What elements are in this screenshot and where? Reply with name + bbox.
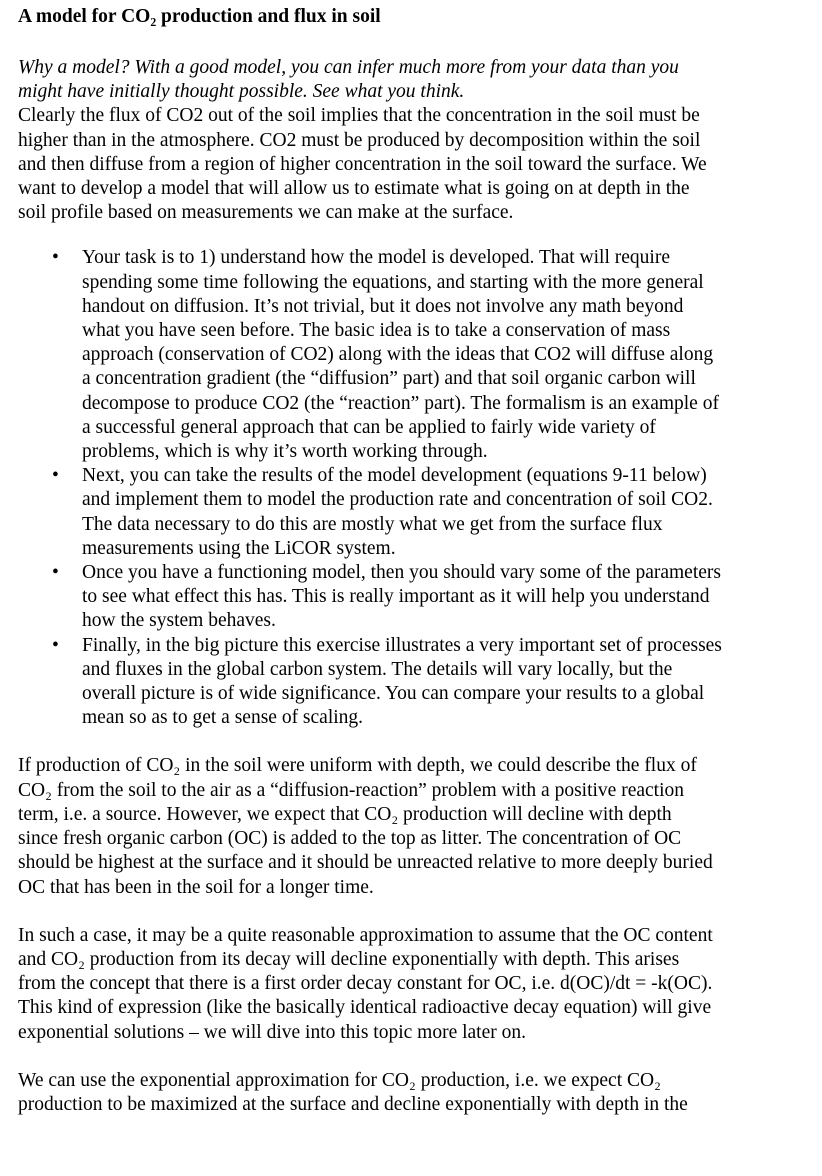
text-line: overall picture is of wide significance. You can compare your results to a global — [82, 683, 705, 705]
text-line: want to develop a model that will allow us to estimate what is going on at depth in the — [18, 178, 690, 200]
text-line: spending some time following the equations, and starting with the more general — [82, 271, 704, 293]
text-line: measurements using the LiCOR system. — [82, 537, 396, 559]
paragraph-exponential-approximation — [18, 1069, 804, 1117]
text-line: from the concept that there is a first order decay constant for OC, i.e. d(OC)/dt = -k(OC). — [18, 973, 713, 995]
text-line: handout on diffusion. It’s not trivial, but it does not involve any math beyond — [82, 295, 684, 317]
text-line: approach (conservation of CO2) along with the ideas that CO2 will diffuse along — [82, 344, 714, 366]
text-line: If production of CO₂ in the soil were uniform with depth, we could describe the flux of — [18, 755, 697, 777]
document-title: A model for CO₂ production and flux in soil — [18, 6, 381, 27]
intro-paragraph — [18, 104, 804, 225]
text-line: mean so as to get a sense of scaling. — [82, 707, 364, 729]
text-line: OC that has been in the soil for a longer time. — [18, 876, 374, 898]
text-line: a concentration gradient (the “diffusion” part) and that soil organic carbon will — [82, 368, 696, 390]
task-bullet-list — [18, 246, 804, 730]
paragraph-exponential-decline — [18, 924, 804, 1045]
text-line: and fluxes in the global carbon system. The details will vary locally, but the — [82, 658, 673, 680]
text-line: what you have seen before. The basic idea is to take a conservation of mass — [82, 320, 671, 342]
text-line: and implement them to model the production rate and concentration of soil CO2. — [82, 489, 713, 511]
text-line: Finally, in the big picture this exercise illustrates a very important set of processes — [82, 634, 722, 656]
text-line: a successful general approach that can be applied to fairly wide variety of — [82, 416, 656, 438]
intro-italic-paragraph — [18, 56, 804, 104]
bullet-icon: • — [52, 465, 59, 487]
text-line: Clearly the flux of CO2 out of the soil implies that the concentration in the soil must be — [18, 105, 700, 127]
text-line: CO₂ from the soil to the air as a “diffusion-reaction” problem with a positive reaction — [18, 779, 684, 801]
text-line: Once you have a functioning model, then you should vary some of the parameters — [82, 562, 721, 584]
bullet-icon: • — [52, 562, 59, 584]
text-line: This kind of expression (like the basically identical radioactive decay equation) will give — [18, 997, 712, 1019]
bullet-item-next — [18, 464, 804, 561]
text-line: how the system behaves. — [82, 610, 276, 632]
text-line: exponential solutions – we will dive into this topic more later on. — [18, 1021, 526, 1043]
bullet-icon: • — [52, 634, 59, 656]
document-page — [18, 4, 804, 1117]
bullet-icon: • — [52, 247, 59, 269]
text-line: higher than in the atmosphere. CO2 must be produced by decomposition within the soil — [18, 129, 701, 151]
text-line: and then diffuse from a region of higher concentration in the soil toward the surface. We — [18, 153, 707, 175]
text-line: term, i.e. a source. However, we expect that CO₂ production will decline with depth — [18, 803, 672, 825]
text-line: Why a model? With a good model, you can infer much more from your data than you — [18, 57, 679, 78]
bullet-item-vary-parameters — [18, 561, 804, 634]
text-line: We can use the exponential approximation for CO₂ production, i.e. we expect CO₂ — [18, 1069, 661, 1091]
text-line: The data necessary to do this are mostly what we get from the surface flux — [82, 513, 663, 535]
text-line: to see what effect this has. This is really important as it will help you understand — [82, 586, 710, 608]
text-line: problems, which is why it’s worth working through. — [82, 441, 488, 463]
text-line: might have initially thought possible. See what you think. — [18, 81, 465, 103]
bullet-item-task — [18, 246, 804, 464]
text-line: Next, you can take the results of the model development (equations 9-11 below) — [82, 465, 707, 487]
text-line: In such a case, it may be a quite reasonable approximation to assume that the OC content — [18, 924, 713, 946]
text-line: decompose to produce CO2 (the “reaction” part). The formalism is an example of — [82, 392, 719, 414]
text-line: Your task is to 1) understand how the model is developed. That will require — [82, 247, 670, 269]
text-line: should be highest at the surface and it should be unreacted relative to more deeply buried — [18, 852, 713, 874]
text-line: since fresh organic carbon (OC) is added to the top as litter. The concentration of OC — [18, 828, 682, 850]
text-line: and CO₂ production from its decay will decline exponentially with depth. This arises — [18, 948, 680, 970]
text-line: soil profile based on measurements we can make at the surface. — [18, 202, 514, 224]
text-line: production to be maximized at the surface and decline exponentially with depth in the — [18, 1093, 688, 1115]
bullet-item-big-picture — [18, 634, 804, 731]
paragraph-uniform-production — [18, 754, 804, 899]
